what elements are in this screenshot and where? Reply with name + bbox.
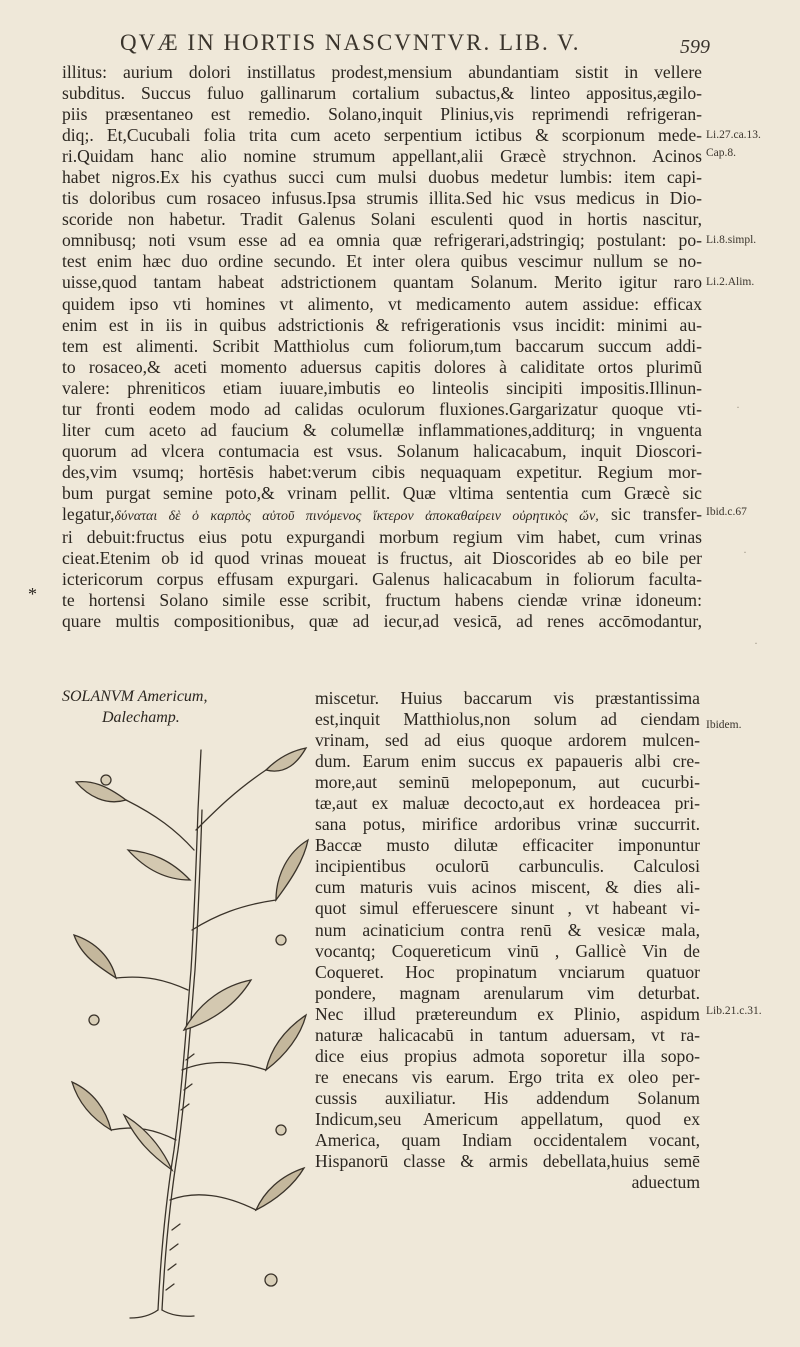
text-line: cieat.Etenim ob id quod vrinas moueat is fructus, ait Dioscorides ab eo bile per — [62, 548, 702, 569]
text-line: naturæ halicacabū in tantum aduersam, vt ra- — [315, 1024, 700, 1045]
text-line: quorum ad vlcera contumacia est vsus. Solanum halicacabum, inquit Dioscori- — [62, 440, 702, 461]
margin-note: Cap.8. — [706, 147, 737, 159]
print-fleck: · — [743, 545, 747, 559]
text-line: Nec illud prætereundum ex Plinio, aspidum — [315, 1003, 700, 1024]
caption-title: SOLANVM Americum, — [62, 688, 208, 705]
text-line: quare multis compositionibus, quæ ad iecur,ad vesicā, ad renes accōmodantur, — [62, 611, 702, 632]
text-line: miscetur. Huius baccarum vis præstantissima — [315, 688, 700, 708]
text-line: aduectum — [631, 1172, 700, 1193]
page-number: 599 — [680, 36, 710, 58]
main-text-block — [62, 62, 702, 632]
figure-caption — [62, 686, 306, 728]
text-line: bum purgat semine poto,& vrinam pellit. Quæ vltima sententia cum Græcè sic — [62, 482, 702, 503]
greek-quotation: δύναται δὲ ὁ καρπὸς αὐτοῦ πινόμενος ἴκτερον ἀποκαθαίρειν οὐρητικὸς ὤν, — [114, 508, 599, 524]
text-line: tur fronti eodem modo ad calidas oculorum fluxiones.Gargarizatur quoque vti- — [62, 398, 702, 419]
text-line: tæ,aut ex maluæ decocto,aut ex hordeacea pri- — [315, 793, 700, 814]
text-line: dice eius propius admota soporetur illa sopo- — [315, 1045, 700, 1066]
text-line: diq;. Et,Cucubali folia trita cum aceto serpentium ictibus & scorpionum mede- — [62, 125, 702, 146]
text-line: re enecans vis earum. Ergo trita ex oleo per- — [315, 1066, 700, 1087]
text-line: quot simul efferuescere sinunt , vt habeant vi- — [315, 898, 700, 919]
text-line: cussis auxiliatur. His addendum Solanum — [315, 1087, 700, 1108]
text-line: ri debuit:fructus eius potu expurgandi morbum regium vim habet, cum vrinas — [62, 527, 702, 548]
text-line: ictericorum corpus effusam expurgari. Galenus halicacabum in foliorum faculta- — [62, 569, 702, 590]
margin-note: Li.8.simpl. — [706, 234, 757, 246]
text-line: vocantq; Coquereticum vinū , Gallicè Vin de — [315, 940, 700, 961]
asterisk-mark: * — [28, 584, 37, 604]
text-line: scoride non habetur. Tradit Galenus Solani esculenti quod in hortis nascitur, — [62, 209, 702, 230]
margin-note: Lib.21.c.31. — [706, 1005, 762, 1017]
text-line: illitus: aurium dolori instillatus prodest,mensium abundantiam sistit in vellere — [62, 62, 702, 82]
text-line: vrinam, sed ad eius quoque ardorem mulcen- — [315, 730, 700, 751]
text-line: te hortensi Solano simile esse scribit, fructum habens ciendæ vrinæ idoneum: — [62, 590, 702, 611]
running-head: QVÆ IN HORTIS NASCVNTVR. LIB. V. — [120, 30, 581, 55]
text-line: to rosaceo,& aceti momento aduersus capitis dolores à caliditate ortos plurimũ — [62, 356, 702, 377]
text-line: pondere, magnam arenularum vim deturbat. — [315, 982, 700, 1003]
text-line: quidem ipso vti homines vt alimento, vt medicamento autem assidue: efficax — [62, 293, 702, 314]
margin-note: Ibidem. — [706, 719, 742, 731]
text-line: America, quam Indiam occidentalem vocant, — [315, 1129, 700, 1150]
woodcut-plant — [66, 730, 316, 1320]
text-line: valere: phreniticos etiam iuuare,imbutis eo linteolis sincipiti impositis.Illinun- — [62, 377, 702, 398]
text-line: Coqueret. Hoc propinatum vnciarum quatuor — [315, 961, 700, 982]
text-line: num acinaticium contra renū & vesicæ mala, — [315, 919, 700, 940]
text-line: Hispanorū classe & armis debellata,huius semē — [315, 1151, 700, 1172]
text-line: subditus. Succus fuluo gallinarum cortalium subactus,& linteo appositus,ægilo- — [62, 83, 702, 104]
text-line: cum maturis vuis acinos miscent, & dies ali- — [315, 877, 700, 898]
text-line: tis doloribus cum rosaceo infusus.Ipsa strumis illita.Sed hic vsus medicus in Dio- — [62, 188, 702, 209]
caption-author: Dalechamp. — [102, 709, 180, 726]
margin-note: Ibid.c.67 — [706, 506, 747, 518]
text-line: uisse,quod tantam habeat adstrictionem quantam Solanum. Merito igitur raro — [62, 272, 702, 293]
text-line: liter cum aceto ad faucium & columellæ inflammationes,additurq; in vnguenta — [62, 419, 702, 440]
text-line: tem est alimenti. Scribit Matthiolus cum foliorum,tum baccarum succum addi- — [62, 335, 702, 356]
column-text-block — [315, 688, 700, 1193]
text-line: ri.Quidam hanc alio nomine strumum appellant,alii Græcè strychnon. Acinos — [62, 146, 702, 167]
text-line: enim est in iis in quibus adstrictionis & refrigerationis vsus incidit: minimi au- — [62, 314, 702, 335]
print-fleck: · — [736, 400, 740, 414]
text-line: est,inquit Matthiolus,non solum ad ciendam — [315, 709, 700, 730]
text-line: test enim hæc duo ordine secundo. Et inter olera quibus vescimur nullum se no- — [62, 251, 702, 272]
text-line: piis præsentaneo est remedio. Solano,inquit Plinius,vis reprimendi refrigeran- — [62, 104, 702, 125]
text-line: more,aut seminū melopeponum, aut cucurbi- — [315, 772, 700, 793]
text-line: des,vim vsumq; hortēsis habet:verum cibis nequaquam expetitur. Regium mor- — [62, 461, 702, 482]
greek-tail: sic transfer- — [598, 503, 702, 524]
text-line: Baccæ musto dilutæ efficaciter imponuntur — [315, 835, 700, 856]
greek-lead: legatur, — [62, 503, 115, 524]
text-line: Indicum,seu Americum appellatum, quod ex — [315, 1108, 700, 1129]
text-line: sana potus, mirifice ardoribus vrinæ succurrit. — [315, 814, 700, 835]
text-line: incipientibus oculorū carbunculis. Calculosi — [315, 856, 700, 877]
text-line: dum. Earum enim succus ex papaueris albi cre- — [315, 751, 700, 772]
margin-note: Li.2.Alim. — [706, 276, 755, 288]
margin-note: Li.27.ca.13. — [706, 129, 761, 141]
text-line-greek — [62, 504, 702, 527]
text-line: omnibusq; noti vsum esse ad ea omnia quæ refrigerari,adstringiq; postulant: po- — [62, 230, 702, 251]
print-fleck: · — [754, 636, 758, 650]
text-line: habet nigros.Ex his cyathus succi cum mulsi duobus medetur lumbis: item capi- — [62, 167, 702, 188]
